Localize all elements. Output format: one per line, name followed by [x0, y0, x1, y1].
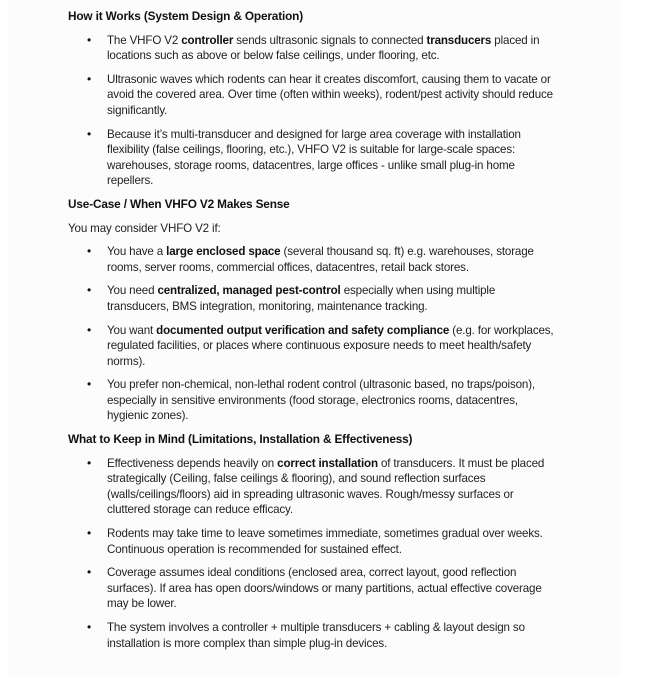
text-run: The VHFO V2 — [107, 33, 182, 47]
text-run: Coverage assumes ideal conditions (enclosed area, correct layout, good reflection surfaces). If area has open doors/windows or many partitions, actual effective coverage may be lower. — [107, 566, 542, 611]
how-it-works-list — [68, 33, 558, 189]
list-item — [68, 526, 558, 557]
bold-text-controller: controller — [181, 33, 234, 47]
list-item — [68, 72, 558, 119]
keep-in-mind-list — [68, 456, 558, 652]
document-content — [68, 9, 558, 659]
text-run: (several thousand sq. ft) e.g. warehouses, storage rooms, server rooms, commercial offices, datacentres, retail back stores. — [107, 245, 534, 274]
list-item — [68, 283, 558, 314]
text-run: Because it’s multi-transducer and designed for large area coverage with installation flexibility (false ceilings, flooring, etc.), VHFO V2 is suitable for large-scale spaces: warehouses, storage rooms, datacentres, large offices - unlike small plug-in home repellers. — [107, 127, 521, 188]
list-item — [68, 33, 558, 64]
list-item — [68, 377, 558, 424]
text-run: Rodents may take time to leave sometimes immediate, sometimes gradual over weeks. Continuous operation is recommended for sustained effect. — [107, 527, 543, 556]
use-case-intro: You may consider VHFO V2 if: — [68, 221, 221, 235]
text-run: Ultrasonic waves which rodents can hear it creates discomfort, causing them to vacate or avoid the covered area. Over time (often within weeks), rodent/pest activity should reduce significantly. — [107, 72, 553, 117]
list-item — [68, 127, 558, 189]
text-run: especially when using multiple transducers, BMS integration, monitoring, maintenance tracking. — [107, 284, 496, 313]
text-run: You want — [107, 323, 157, 337]
text-run: Effectiveness depends heavily on — [107, 456, 278, 470]
list-item — [68, 565, 558, 612]
heading-use-case: Use-Case / When VHFO V2 Makes Sense — [68, 196, 290, 211]
bold-text-transducers: transducers — [426, 33, 492, 47]
list-item — [68, 620, 558, 651]
text-run: sends ultrasonic signals to connected — [233, 33, 427, 47]
heading-how-it-works: How it Works (System Design & Operation) — [68, 9, 304, 23]
text-run: You need — [107, 284, 158, 298]
list-item — [68, 323, 558, 370]
text-run: (e.g. for workplaces, regulated facilities, or places where continuous exposure needs to meet health/safety norms). — [107, 323, 554, 368]
use-case-list — [68, 244, 558, 424]
bold-text-large-enclosed-space: large enclosed space — [166, 245, 281, 259]
document-page — [8, 0, 620, 676]
list-item — [68, 456, 558, 518]
text-run: placed in locations such as above or below false ceilings, under flooring, etc. — [107, 33, 540, 63]
bold-text-documented-output: documented output verification and safety compliance — [156, 323, 450, 337]
text-run: You have a — [107, 245, 167, 259]
bold-text-correct-installation: correct installation — [277, 456, 378, 470]
heading-keep-in-mind: What to Keep in Mind (Limitations, Installation & Effectiveness) — [68, 432, 413, 447]
bold-text-centralized-pest-control: centralized, managed pest-control — [157, 284, 341, 298]
text-run: The system involves a controller + multiple transducers + cabling & layout design so installation is more complex than simple plug-in devices. — [107, 621, 525, 650]
text-run: of transducers. It must be placed strategically (Ceiling, false ceilings & flooring), and sound reflection surfaces (walls/ceilings/floors) aid in spreading ultrasonic waves. Rough/messy surfaces or cluttered storage can reduce efficacy. — [107, 456, 545, 517]
list-item — [68, 244, 558, 275]
text-run: You prefer non-chemical, non-lethal rodent control (ultrasonic based, no traps/poison), especially in sensitive environments (food storage, electronics rooms, datacentres, hygienic zones). — [107, 378, 535, 423]
